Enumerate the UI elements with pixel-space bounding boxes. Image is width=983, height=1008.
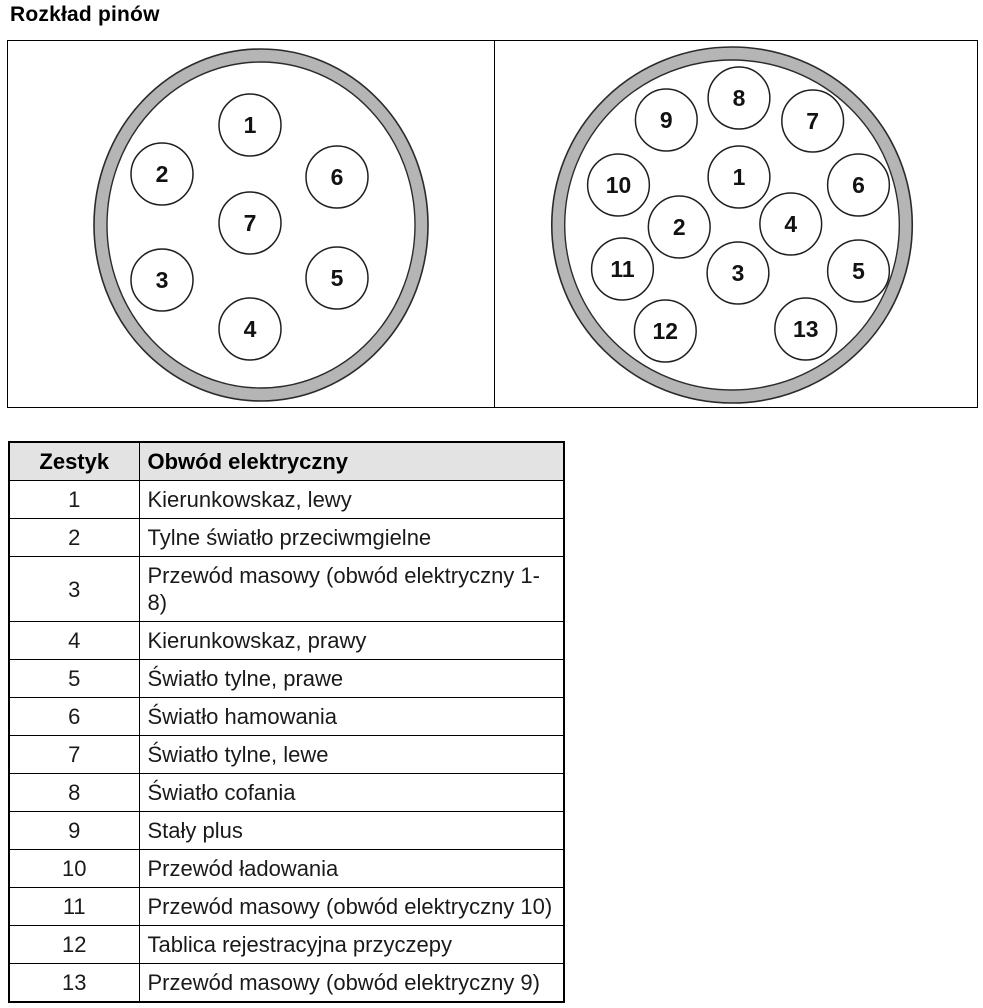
pin-4-label: 4 xyxy=(243,316,257,342)
pin-13-label: 13 xyxy=(792,315,819,343)
pin-11-label: 11 xyxy=(610,255,635,283)
pin-number-cell: 12 xyxy=(9,926,139,964)
circuit-cell: Światło tylne, prawe xyxy=(139,660,564,698)
pin-1-label: 1 xyxy=(732,163,746,191)
connector-panels xyxy=(7,40,978,408)
table-row xyxy=(9,736,564,774)
pin-10-label: 10 xyxy=(605,171,632,199)
connector-13pin-diagram xyxy=(495,41,977,407)
pin-6-label: 6 xyxy=(330,164,344,190)
circuit-cell: Tylne światło przeciwmgielne xyxy=(139,519,564,557)
header-obwod-elektryczny: Obwód elektryczny xyxy=(139,442,564,481)
table-row xyxy=(9,698,564,736)
pin-number-cell: 3 xyxy=(9,557,139,622)
table-row xyxy=(9,481,564,519)
table-row xyxy=(9,964,564,1003)
circuit-cell: Przewód masowy (obwód elektryczny 1-8) xyxy=(139,557,564,622)
table-row xyxy=(9,622,564,660)
table-row xyxy=(9,850,564,888)
pin-number-cell: 7 xyxy=(9,736,139,774)
table-row xyxy=(9,926,564,964)
connector-7pin-diagram xyxy=(8,41,494,407)
pin-number-cell: 4 xyxy=(9,622,139,660)
pin-number-cell: 10 xyxy=(9,850,139,888)
pin-table-body xyxy=(9,481,564,1003)
pin-number-cell: 9 xyxy=(9,812,139,850)
pin-2-label: 2 xyxy=(672,213,686,241)
pin-1-label: 1 xyxy=(243,112,257,138)
table-row xyxy=(9,774,564,812)
header-zestyk: Zestyk xyxy=(9,442,139,481)
pin-7-label: 7 xyxy=(243,210,257,236)
pin-6-label: 6 xyxy=(852,171,865,199)
pin-number-cell: 13 xyxy=(9,964,139,1003)
table-row xyxy=(9,660,564,698)
table-row xyxy=(9,557,564,622)
circuit-cell: Kierunkowskaz, prawy xyxy=(139,622,564,660)
pin-5-label: 5 xyxy=(852,257,865,285)
circuit-cell: Tablica rejestracyjna przyczepy xyxy=(139,926,564,964)
connector-panel-7pin xyxy=(8,41,495,407)
table-header-row xyxy=(9,442,564,481)
pin-9-label: 9 xyxy=(659,106,673,134)
pin-12-label: 12 xyxy=(652,317,679,345)
pin-number-cell: 2 xyxy=(9,519,139,557)
table-row xyxy=(9,519,564,557)
pin-number-cell: 8 xyxy=(9,774,139,812)
circuit-cell: Światło tylne, lewe xyxy=(139,736,564,774)
pin-8-label: 8 xyxy=(732,84,746,112)
page-title: Rozkład pinów xyxy=(10,3,160,26)
pin-number-cell: 5 xyxy=(9,660,139,698)
connector-panel-13pin xyxy=(495,41,977,407)
circuit-cell: Przewód masowy (obwód elektryczny 10) xyxy=(139,888,564,926)
pin-5-label: 5 xyxy=(330,265,344,291)
circuit-cell: Stały plus xyxy=(139,812,564,850)
pin-number-cell: 1 xyxy=(9,481,139,519)
pin-4-label: 4 xyxy=(784,210,798,238)
circuit-cell: Przewód masowy (obwód elektryczny 9) xyxy=(139,964,564,1003)
pin-3-label: 3 xyxy=(155,267,169,293)
pin-table xyxy=(8,441,565,1003)
pin-number-cell: 11 xyxy=(9,888,139,926)
table-row xyxy=(9,888,564,926)
pin-2-label: 2 xyxy=(155,161,169,187)
circuit-cell: Przewód ładowania xyxy=(139,850,564,888)
circuit-cell: Kierunkowskaz, lewy xyxy=(139,481,564,519)
circuit-cell: Światło hamowania xyxy=(139,698,564,736)
pin-3-label: 3 xyxy=(731,259,745,287)
pin-number-cell: 6 xyxy=(9,698,139,736)
pin-7-label: 7 xyxy=(806,107,820,135)
circuit-cell: Światło cofania xyxy=(139,774,564,812)
table-row xyxy=(9,812,564,850)
